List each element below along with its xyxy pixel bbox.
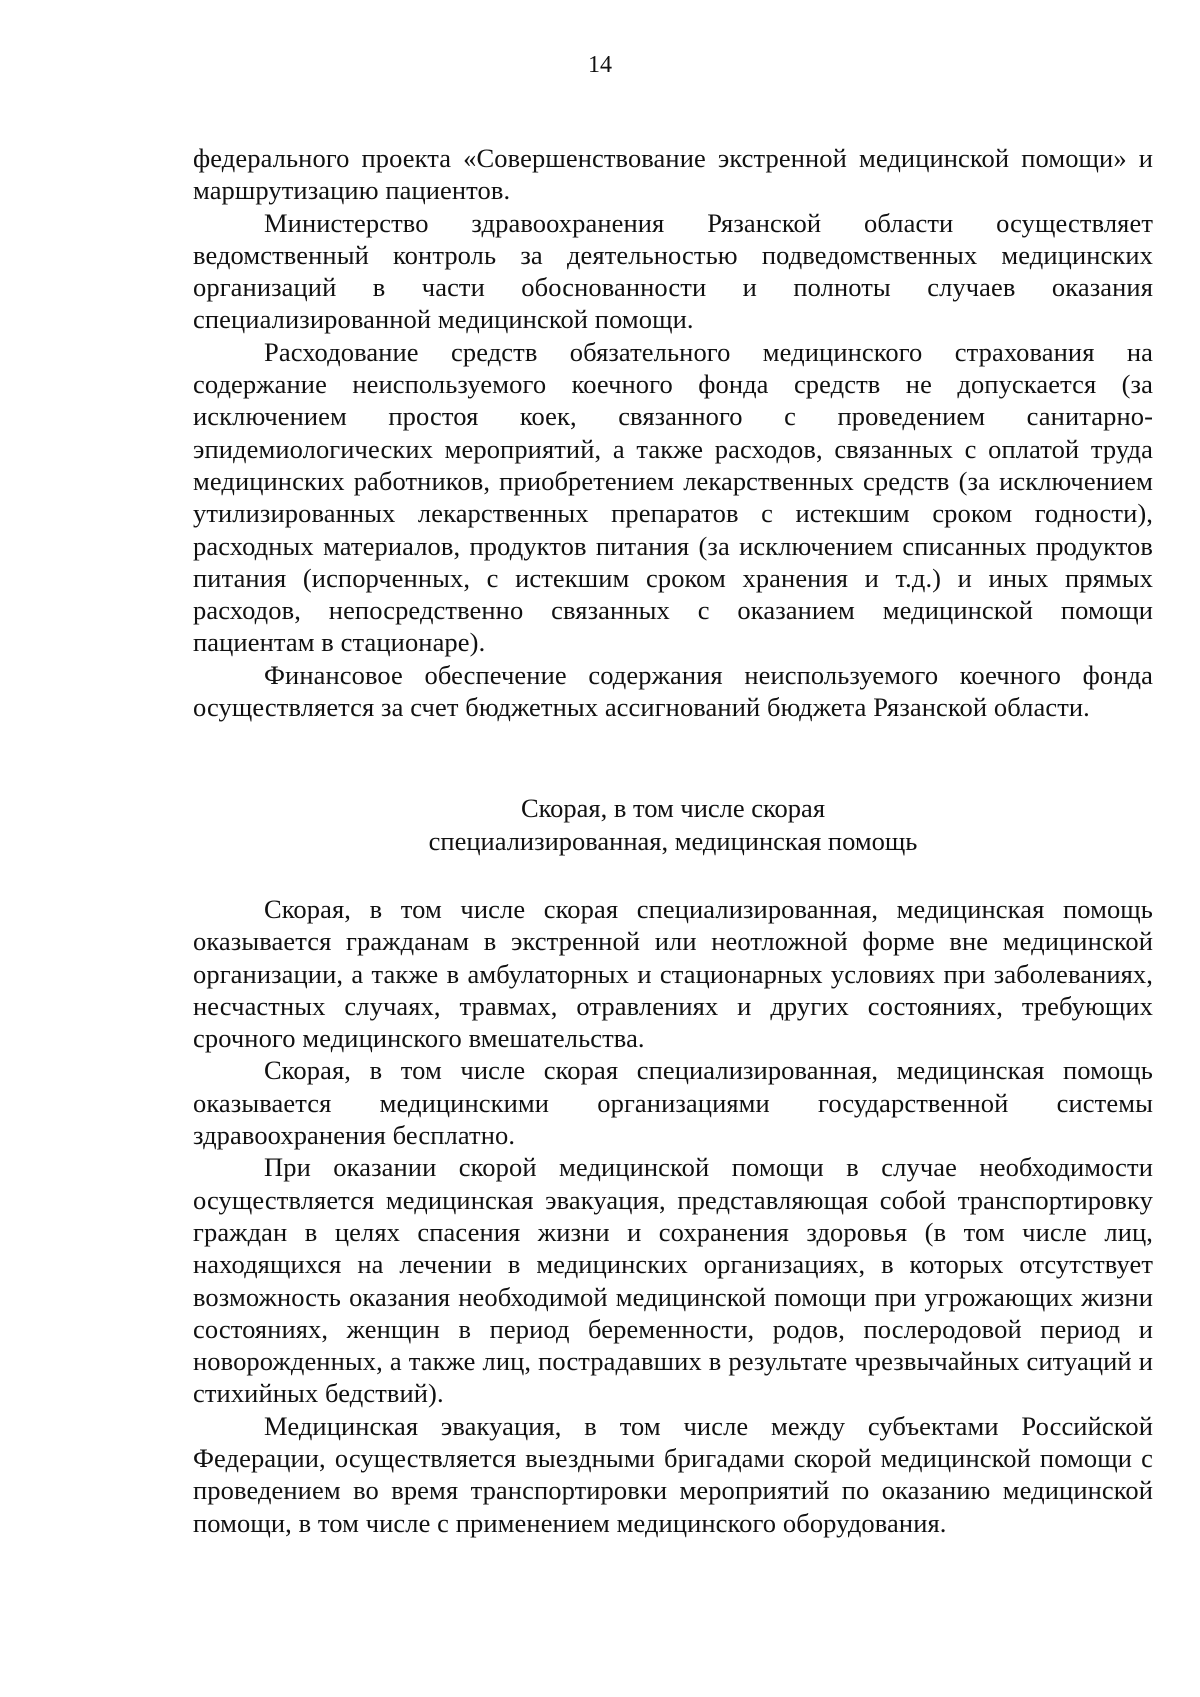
text-block-emergency-care [193, 893, 1153, 1539]
section-heading-line-2: специализированная, медицинская помощь [428, 826, 918, 856]
text-block-financing [193, 142, 1153, 723]
paragraph-evacuation-between-regions: Медицинская эвакуация, в том числе между субъектами Российской Федерации, осуществляется выездными бригадами скорой медицинской помощи с проведением во время транспортировки мероприятий по оказанию медицинской помощи, в том числе с применением медицинского оборудования. [193, 1410, 1153, 1538]
paragraph-medical-evacuation: При оказании скорой медицинской помощи в случае необходимости осуществляется медицинская эвакуация, представляющая собой транспортировку граждан в целях спасения жизни и сохранения здоровья (в том числе лиц, находящихся на лечении в медицинских организациях, в которых отсутствует возможность оказания необходимой медицинской помощи при угрожающих жизни состояниях, женщин в период беременности, родов, послеродовой период и новорожденных, а также лиц, пострадавших в результате чрезвычайных ситуаций и стихийных бедствий). [193, 1152, 1153, 1409]
section-heading-line-1: Скорая, в том числе скорая [520, 793, 826, 823]
paragraph-emergency-care-free: Скорая, в том числе скорая специализированная, медицинская помощь оказывается медицинскими организациями государственной системы здравоохранения бесплатно. [193, 1055, 1153, 1151]
section-heading [193, 792, 1153, 858]
paragraph-oms-expenses: Расходование средств обязательного медицинского страхования на содержание неиспользуемого коечного фонда средств не допускается (за исключением простоя коек, связанного с проведением санитарно-эпидемиологических мероприятий, а также расходов, связанных с оплатой труда медицинских работников, приобретением лекарственных средств (за исключением утилизированных лекарственных препаратов с истекшим сроком годности), расходных материалов, продуктов питания (за исключением списанных продуктов питания (испорченных, с истекшим сроком хранения и т.д.) и иных прямых расходов, непосредственно связанных с оказанием медицинской помощи пациентам в стационаре). [193, 336, 1153, 658]
paragraph-continuation: федерального проекта «Совершенствование экстренной медицинской помощи» и маршрутизацию пациентов. [193, 143, 1153, 206]
page-number: 14 [588, 52, 612, 78]
paragraph-ministry-control: Министерство здравоохранения Рязанской области осуществляет ведомственный контроль за деятельностью подведомственных медицинских организаций в части обоснованности и полноты случаев оказания специализированной медицинской помощи. [193, 207, 1153, 335]
paragraph-emergency-care-scope: Скорая, в том числе скорая специализированная, медицинская помощь оказывается гражданам в экстренной или неотложной форме вне медицинской организации, а также в амбулаторных и стационарных условиях при заболеваниях, несчастных случаях, травмах, отравлениях и других состояниях, требующих срочного медицинского вмешательства. [193, 894, 1153, 1054]
paragraph-bed-fund-financing: Финансовое обеспечение содержания неиспользуемого коечного фонда осуществляется за счет бюджетных ассигнований бюджета Рязанской области. [193, 659, 1153, 723]
